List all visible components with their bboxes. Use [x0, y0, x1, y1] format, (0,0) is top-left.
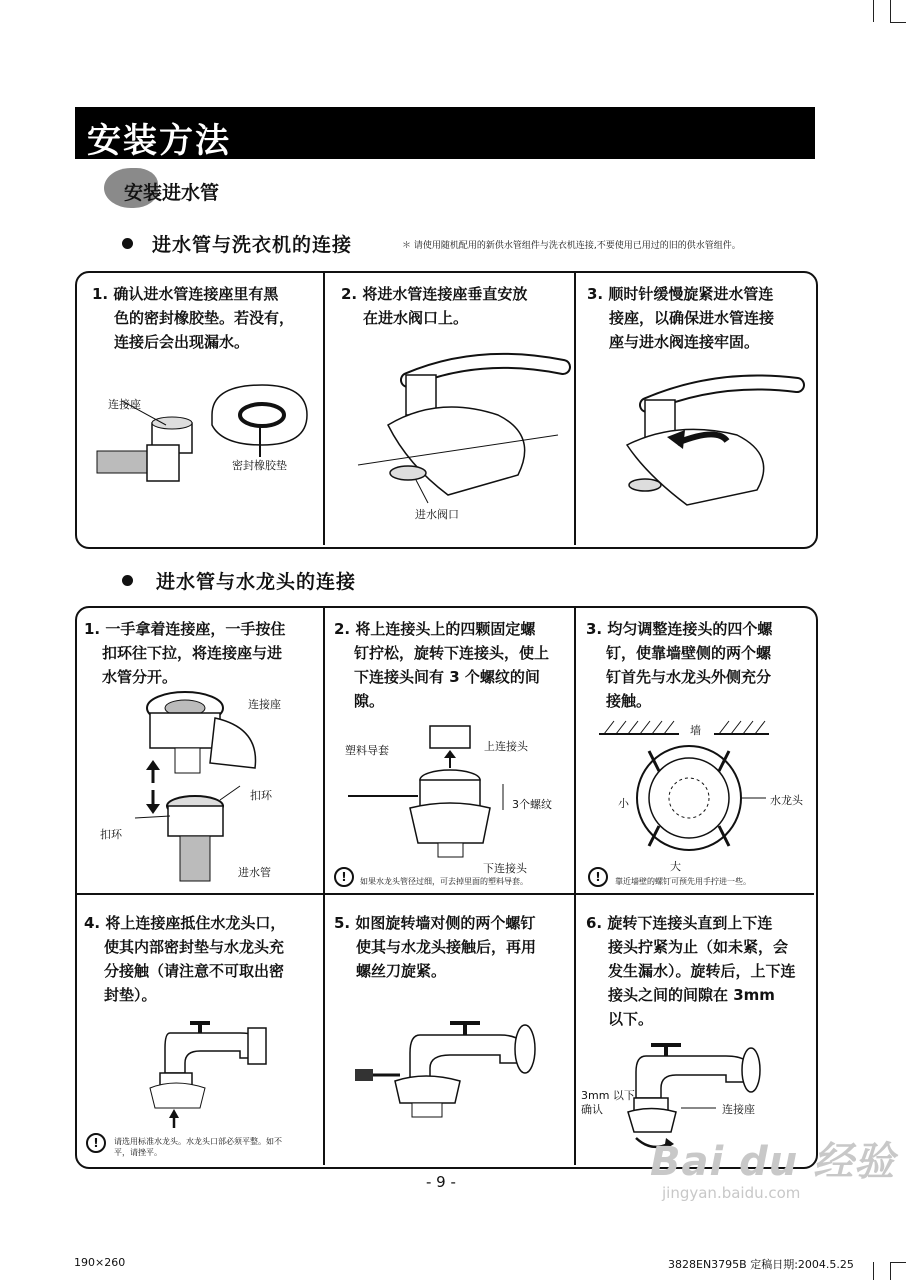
label-confirm: 确认	[581, 1103, 603, 1116]
label-wall: 墙	[690, 724, 701, 737]
panel-divider	[77, 893, 814, 895]
label-large: 大	[670, 860, 681, 873]
label-plastic-guide: 塑料导套	[345, 744, 389, 757]
page-number: - 9 -	[426, 1173, 456, 1191]
warning-icon: !	[334, 867, 354, 887]
s2-step6-text: 6. 旋转下连接头直到上下连 接头拧紧为止（如未紧，会 发生漏水）。旋转后，上下连 接头之间的间隙在 3mm 以下。	[586, 914, 796, 1028]
panel-divider	[323, 273, 325, 545]
panel-divider	[574, 608, 576, 1165]
page-title-bar	[75, 107, 815, 159]
s2-step4-text: 4. 将上连接座抵住水龙头口， 使其内部密封垫与水龙头充 分接触（请注意不可取出密 封垫）。	[84, 914, 286, 1004]
label-lower-connector: 下连接头	[483, 862, 527, 875]
section1-note: ＊ 请使用随机配用的新供水管组件与洗衣机连接,不要使用已用过的旧的供水管组件。	[402, 241, 741, 251]
crop-mark	[890, 0, 891, 22]
label-connector: 连接座	[108, 398, 141, 411]
s1-step1-text: 1. 确认进水管连接座里有黑 色的密封橡胶垫。若没有， 连接后会出现漏水。	[92, 285, 295, 351]
warning-icon: !	[588, 867, 608, 887]
label-ring: 扣环	[100, 828, 122, 841]
crop-mark	[890, 22, 906, 23]
subtitle: 安装进水管	[124, 182, 220, 204]
tighten-with-screwdriver-illustration	[350, 1003, 550, 1133]
s1-step2-text: 2. 将进水管连接座垂直安放 在进水阀口上。	[341, 285, 528, 327]
loosen-screws-illustration	[338, 718, 568, 868]
label-small: 小	[618, 797, 629, 810]
label-connector: 连接座	[248, 698, 281, 711]
separate-connector-illustration	[90, 688, 310, 883]
crop-mark	[873, 0, 874, 22]
watermark-url: jingyan.baidu.com	[662, 1184, 801, 1202]
label-gap: 3mm 以下	[581, 1089, 635, 1102]
section2-title: 进水管与水龙头的连接	[156, 571, 357, 593]
press-onto-faucet-illustration	[130, 1003, 280, 1128]
panel-divider	[323, 608, 325, 1165]
s2-step5-text: 5. 如图旋转墙对侧的两个螺钉 使其与水龙头接触后，再用 螺丝刀旋紧。	[334, 914, 537, 980]
s2-step4-warning: 请选用标准水龙头。水龙头口部必须平整。如不 平，请挫平。	[114, 1137, 282, 1157]
s2-step3-warning: 靠近墙壁的螺钉可预先用手拧进一些。	[615, 877, 751, 886]
s2-step2-text: 2. 将上连接头上的四颗固定螺 钉拧松，旋转下连接头，使上 下连接头间有 3 个螺纹的间 隙。	[334, 620, 550, 710]
label-gasket: 密封橡胶垫	[232, 459, 287, 472]
label-threads: 3个螺纹	[512, 798, 552, 811]
label-hose: 进水管	[238, 866, 271, 879]
clockwise-tighten-illustration	[597, 375, 807, 515]
document-code: 3828EN3795B 定稿日期:2004.5.25	[668, 1258, 854, 1271]
crop-mark	[873, 1262, 874, 1280]
label-faucet: 水龙头	[770, 794, 803, 807]
bullet-icon	[122, 238, 133, 249]
watermark-brand: Bai du 经验	[650, 1139, 896, 1185]
connector-gasket-illustration	[92, 375, 312, 505]
bullet-icon	[122, 575, 133, 586]
s2-step2-warning: 如果水龙头管径过细，可去掉里面的塑料导套。	[360, 877, 528, 886]
s2-step3-text: 3. 均匀调整连接头的四个螺 钉，使靠墙壁侧的两个螺 钉首先与水龙头外侧充分 接触。	[586, 620, 773, 710]
crop-mark	[890, 1262, 891, 1280]
paper-size: 190×260	[74, 1256, 126, 1269]
label-connector: 连接座	[722, 1103, 755, 1116]
watermark	[650, 1130, 896, 1202]
label-upper-connector: 上连接头	[484, 740, 528, 753]
section1-title: 进水管与洗衣机的连接	[152, 234, 353, 256]
s1-step3-text: 3. 顺时针缓慢旋紧进水管连 接座，以确保进水管连接 座与进水阀连接牢固。	[587, 285, 775, 351]
panel-divider	[574, 273, 576, 545]
crop-mark	[890, 1262, 906, 1263]
label-ring: 扣环	[250, 789, 272, 802]
page-title: 安装方法	[87, 121, 231, 161]
hand-placing-connector-illustration	[348, 355, 568, 515]
s2-step1-text: 1. 一手拿着连接座，一手按住 扣环往下拉，将连接座与进 水管分开。	[84, 620, 286, 686]
warning-icon: !	[86, 1133, 106, 1153]
label-valve: 进水阀口	[415, 508, 459, 521]
